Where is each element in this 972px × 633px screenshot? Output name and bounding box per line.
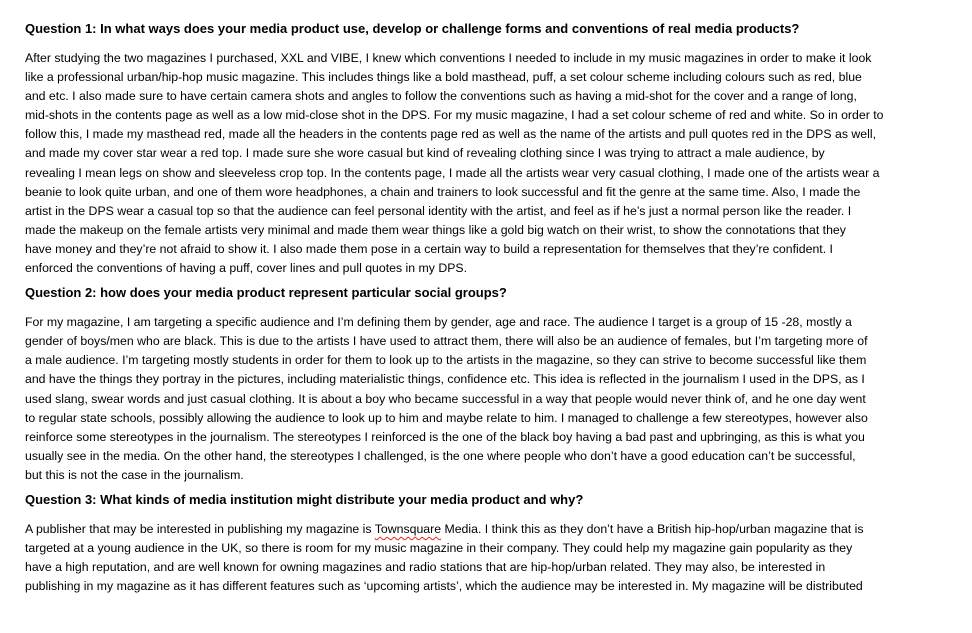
answer-2-line: For my magazine, I am targeting a specific audience and I’m defining them by gender, age and race. The audience I target is a group of 15 -28, mostly a [25, 315, 852, 330]
answer-1-line: like a professional urban/hip-hop music magazine. This includes things like a bold masthead, puff, a set colour scheme including colours such as red, blue [25, 70, 862, 85]
answer-1-line: have money and they’re not afraid to show it. I also made them pose in a certain way to build a representation for themselves that they’re confident. I [25, 241, 833, 256]
answer-1-line: follow this, I made my masthead red, made all the headers in the contents page red as well as the name of the artists and pull quotes red in the DPS as well, [25, 127, 877, 142]
answer-2-line: gender of boys/men who are black. This is due to the artists I have used to attract them, there will also be an audience of females, but I’m targeting more of [25, 334, 868, 349]
answer-1-line: After studying the two magazines I purchased, XXL and VIBE, I knew which conventions I needed to include in my music magazines in order to make it look [25, 51, 872, 65]
answer-3-line-end: Media. I think this as they don’t have a British hip-hop/urban magazine that is [441, 521, 864, 536]
answer-2-line: usually see in the media. On the other hand, the stereotypes I challenged, is the one where people who don’t have a good education can’t be successful, [25, 448, 856, 463]
answer-1-line: and made my cover star wear a red top. I made sure she wore casual but kind of revealing clothing since I was trying to attract a male audience, by [25, 146, 825, 161]
answer-3-line [25, 520, 960, 539]
question-2-heading: Question 2: how does your media product represent particular social groups? [25, 285, 507, 301]
answer-2-line: used slang, swear words and just casual clothing. It is about a boy who became successful in a way that people would never think of, and he one day went [25, 391, 866, 406]
spellcheck-flagged-word[interactable]: Townsquare [374, 521, 442, 536]
answer-2-line: and have the things they portray in the pictures, including materialistic things, confidence etc. This idea is reflected in the journalism I used in the DPS, as I [25, 372, 865, 387]
answer-3-paragraph [25, 520, 960, 596]
answer-2-line: but this is not the case in the journalism. [25, 467, 244, 482]
answer-1-line: beanie to look quite urban, and one of them wore headphones, a chain and trainers to look successful and fit the genre at the same time. Also, I made the [25, 184, 861, 199]
answer-2-line: reinforce some stereotypes in the journalism. The stereotypes I reinforced is the one of the black boy having a bad past and upbringing, as this is what you [25, 429, 865, 444]
answer-1-line: revealing I mean legs on show and sleeveless crop top. In the contents page, I made all the artists wear very casual clothing, I made one of the artists wear a [25, 165, 880, 180]
answer-1-line: made the makeup on the female artists very minimal and made them wear things like a gold big watch on their wrist, to show the connotations that they [25, 222, 846, 237]
answer-1-line: artist in the DPS wear a casual top so that the audience can feel personal identity with the artist, and feel as if he’s just a normal person like the reader. I [25, 203, 852, 218]
document-page [25, 16, 960, 601]
answer-3-line: publishing in my magazine as it has different features such as ‘upcoming artists’, which the audience may be interested in. My magazine will be distributed [25, 579, 863, 594]
answer-2-paragraph [25, 313, 960, 485]
answer-3-line-start: A publisher that may be interested in publishing my magazine is [25, 521, 375, 536]
answer-1-line: mid-shots in the contents page as well as a low mid-close shot in the DPS. For my music magazine, I had a set colour scheme of red and white. So in order to [25, 108, 884, 123]
answer-1-paragraph [25, 49, 960, 278]
answer-2-line: to regular state schools, possibly allowing the audience to look up to him and maybe relate to him. I managed to challenge a few stereotypes, however also [25, 410, 868, 425]
answer-1-line: and etc. I also made sure to have certain camera shots and angles to follow the conventions such as having a mid-shot for the cover and a range of long, [25, 89, 857, 104]
answer-1-line: enforced the conventions of having a puff, cover lines and pull quotes in my DPS. [25, 261, 468, 276]
answer-2-line: a male audience. I’m targeting mostly students in order for them to look up to the artists in the magazine, so they can strive to become successful like them [25, 353, 867, 368]
answer-3-line: targeted at a young audience in the UK, so there is room for my music magazine in their company. They could help my magazine gain popularity as they [25, 541, 853, 556]
question-1-heading: Question 1: In what ways does your media product use, develop or challenge forms and conventions of real media products? [25, 21, 800, 36]
question-3-heading: Question 3: What kinds of media institution might distribute your media product and why? [25, 491, 584, 507]
answer-3-line: have a high reputation, and are well known for owning magazines and radio stations that are hip-hop/urban related. They may also, be interested in [25, 560, 826, 575]
